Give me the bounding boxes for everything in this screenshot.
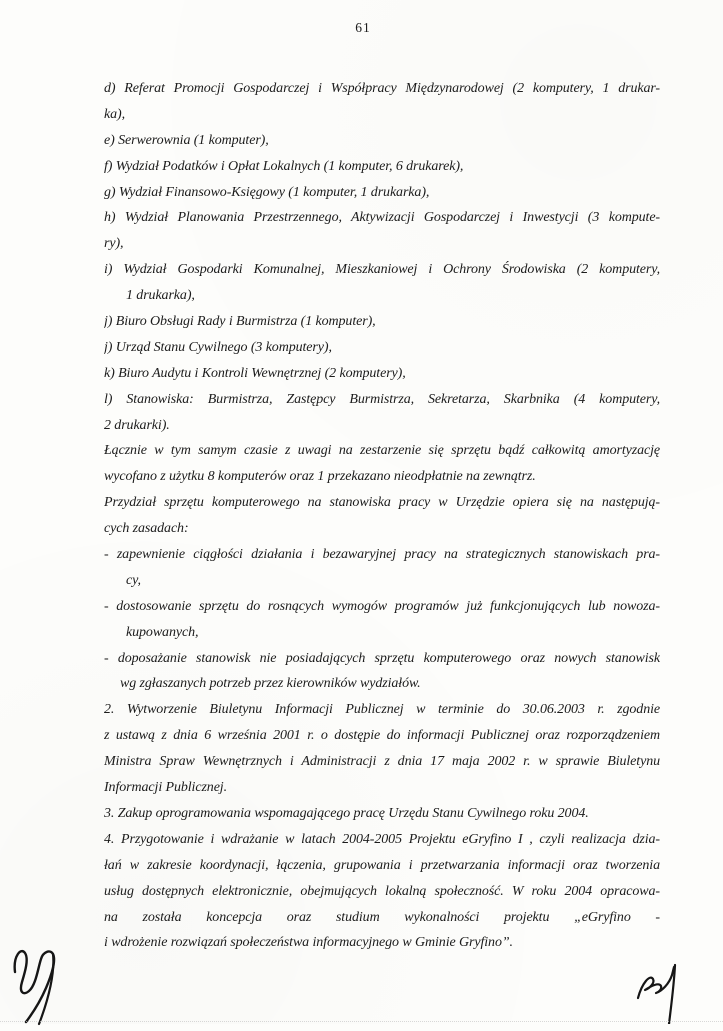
text-line: f) Wydział Podatków i Opłat Lokalnych (1 komputer, 6 drukarek), (104, 158, 464, 174)
text-line: ry), (104, 236, 124, 252)
text-line: łań w zakresie koordynacji, łączenia, grupowania i przetwarzania informacji oraz tworzenia (104, 857, 660, 873)
text-line: na została koncepcja oraz studium wykonalności projektu „eGryfino - (104, 909, 660, 925)
text-line: wycofano z użytku 8 komputerów oraz 1 przekazano nieodpłatnie na zewnątrz. (104, 469, 536, 485)
text-line: kupowanych, (126, 624, 199, 640)
text-line: d) Referat Promocji Gospodarczej i Współpracy Międzynarodowej (2 komputery, 1 drukar- (104, 81, 660, 96)
text-line: 3. Zakup oprogramowania wspomagającego pracę Urzędu Stanu Cywilnego roku 2004. (104, 805, 589, 821)
text-line: l) Stanowiska: Burmistrza, Zastępcy Burmistrza, Sekretarza, Skarbnika (4 komputery, (104, 391, 660, 407)
text-line: j) Urząd Stanu Cywilnego (3 komputery), (104, 339, 332, 355)
text-line: Ministra Spraw Wewnętrznych i Administracji z dnia 17 maja 2002 r. w sprawie Biuletynu (104, 754, 660, 770)
text-line: - zapewnienie ciągłości działania i bezawaryjnej pracy na strategicznych stanowiskach pra- (104, 547, 660, 563)
signature-right-icon (628, 952, 684, 1024)
text-line: Łącznie w tym samym czasie z uwagi na zestarzenie się sprzętu bądź całkowitą amortyzację (104, 443, 660, 459)
text-line: i) Wydział Gospodarki Komunalnej, Mieszkaniowej i Ochrony Środowiska (2 komputery, (104, 262, 660, 278)
text-line: 2 drukarki). (104, 417, 170, 433)
text-line: - doposażanie stanowisk nie posiadających sprzętu komputerowego oraz nowych stanowisk (104, 650, 660, 666)
text-line: cych zasadach: (104, 521, 189, 537)
text-line: z ustawą z dnia 6 września 2001 r. o dostępie do informacji Publicznej oraz rozporządzeniem (104, 728, 660, 744)
document-body (104, 76, 660, 956)
scan-edge-artifact (0, 1021, 723, 1022)
text-line: g) Wydział Finansowo-Księgowy (1 komputer, 1 drukarka), (104, 184, 430, 200)
page-number: 61 (355, 20, 371, 35)
text-line: h) Wydział Planowania Przestrzennego, Aktywizacji Gospodarczej i Inwestycji (3 kompute- (104, 210, 660, 226)
text-line: Przydział sprzętu komputerowego na stanowiska pracy w Urzędzie opiera się na następują- (104, 495, 660, 511)
text-line: i wdrożenie rozwiązań społeczeństwa informacyjnego w Gminie Gryfino”. (104, 935, 513, 951)
text-line: ka), (104, 106, 125, 122)
text-line: 4. Przygotowanie i wdrażanie w latach 2004-2005 Projektu eGryfino I , czyli realizacja dzia- (104, 831, 660, 847)
text-line: Informacji Publicznej. (104, 780, 228, 796)
text-line: e) Serwerownia (1 komputer), (104, 132, 269, 148)
text-line: wg zgłaszanych potrzeb przez kierowników wydziałów. (120, 676, 421, 692)
text-line: k) Biuro Audytu i Kontroli Wewnętrznej (2 komputery), (104, 365, 406, 381)
text-line: 2. Wytworzenie Biuletynu Informacji Publicznej w terminie do 30.06.2003 r. zgodnie (104, 702, 660, 718)
text-line: 1 drukarka), (126, 288, 195, 304)
signature-left-icon (8, 942, 72, 1026)
text-line: usług dostępnych elektronicznie, obejmujących lokalną społeczność. W roku 2004 opracowa- (104, 883, 660, 899)
text-line: - dostosowanie sprzętu do rosnących wymogów programów już funkcjonujących lub nowoza- (104, 598, 660, 614)
text-line: j) Biuro Obsługi Rady i Burmistrza (1 komputer), (104, 314, 376, 330)
text-line: cy, (126, 572, 141, 588)
